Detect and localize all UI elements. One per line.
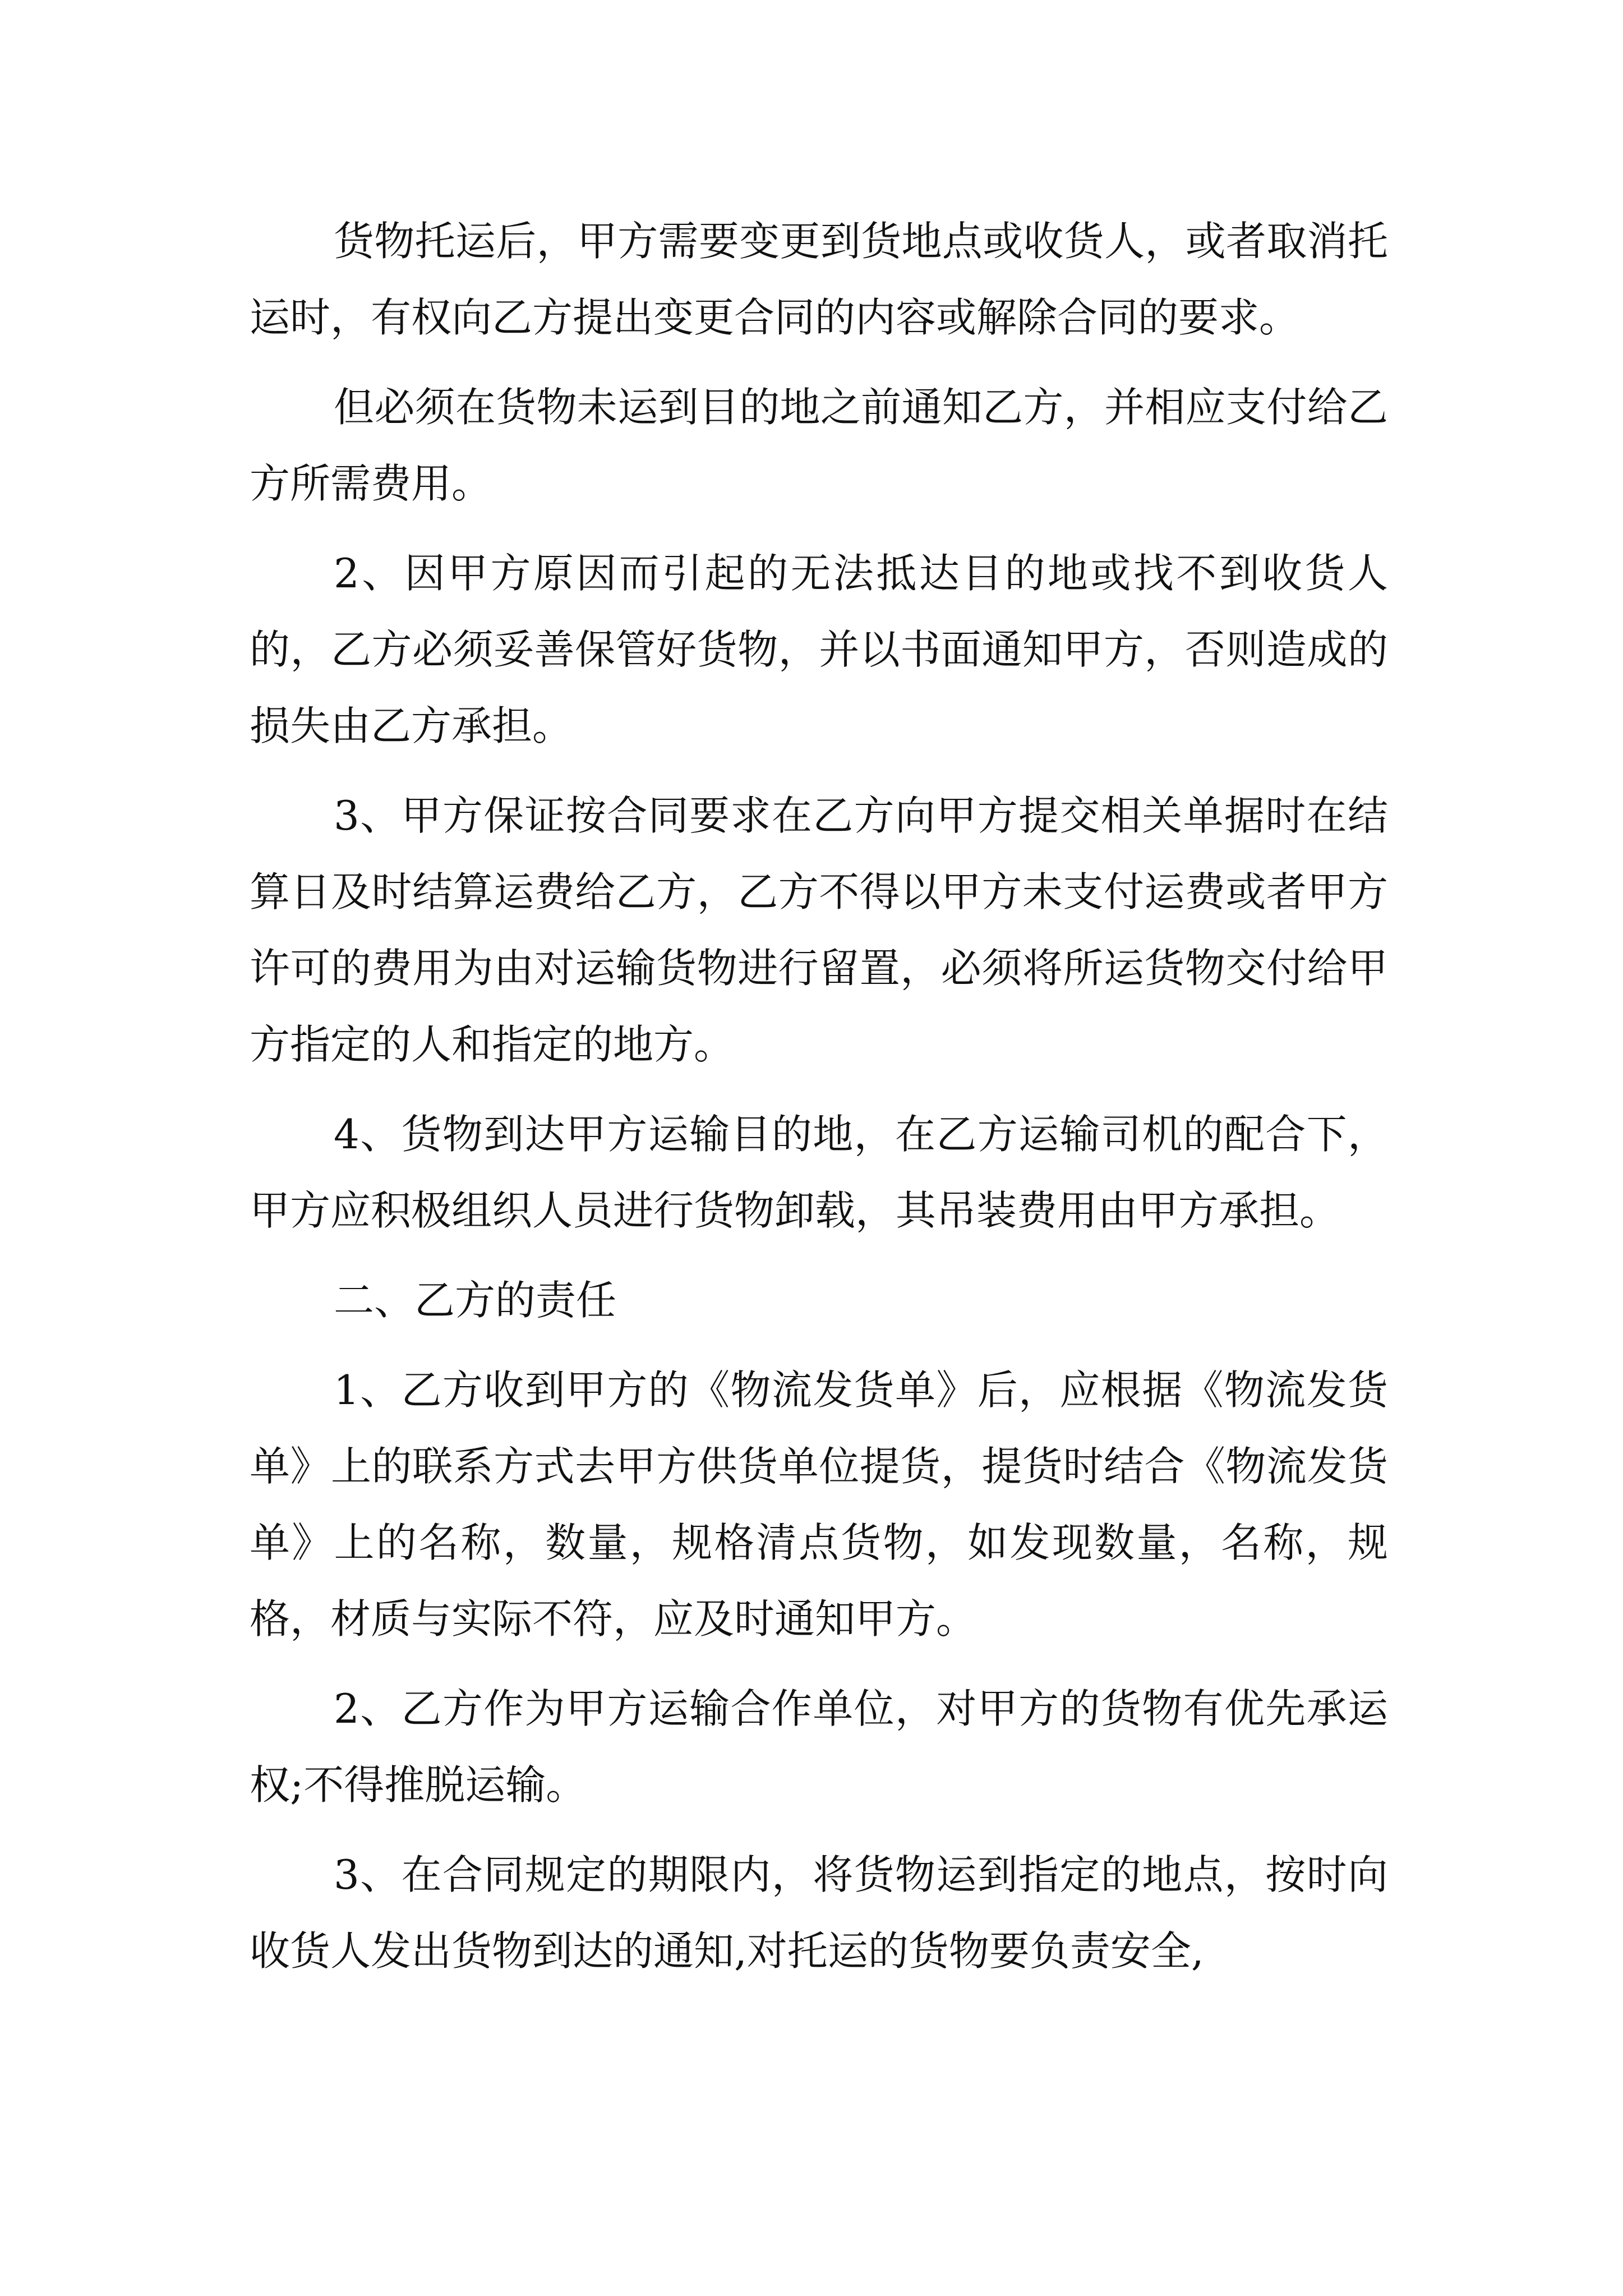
paragraph-clause-2-priority-carriage: 2、乙方作为甲方运输合作单位，对甲方的货物有优先承运权;不得推脱运输。 bbox=[250, 1685, 1388, 1809]
paragraph-clause-4-unloading: 4、货物到达甲方运输目的地，在乙方运输司机的配合下，甲方应积极组织人员进行货物卸载，其吊装费用由甲方承担。 bbox=[250, 1111, 1388, 1234]
paragraph-clause-1-pickup: 1、乙方收到甲方的《物流发货单》后，应根据《物流发货单》上的联系方式去甲方供货单位提货，提货时结合《物流发货单》上的名称，数量，规格清点货物，如发现数量，名称，规格，材质与实际不符，应及时通知甲方。 bbox=[250, 1366, 1388, 1642]
paragraph-notify-before-arrival: 但必须在货物未运到目的地之前通知乙方，并相应支付给乙方所需费用。 bbox=[250, 384, 1388, 507]
paragraph-clause-3-settlement: 3、甲方保证按合同要求在乙方向甲方提交相关单据时在结算日及时结算运费给乙方，乙方不得以甲方未支付运费或者甲方许可的费用为由对运输货物进行留置，必须将所运货物交付给甲方指定的人和指定的地方。 bbox=[250, 792, 1388, 1068]
paragraph-clause-2-undeliverable: 2、因甲方原因而引起的无法抵达目的地或找不到收货人的，乙方必须妥善保管好货物，并以书面通知甲方，否则造成的损失由乙方承担。 bbox=[250, 550, 1388, 749]
paragraph-change-of-consignment: 货物托运后，甲方需要变更到货地点或收货人，或者取消托运时，有权向乙方提出变更合同的内容或解除合同的要求。 bbox=[250, 218, 1388, 341]
document-page bbox=[250, 203, 1388, 2003]
paragraph-clause-3-delivery: 3、在合同规定的期限内，将货物运到指定的地点，按时向收货人发出货物到达的通知,对托运的货物要负责安全, bbox=[250, 1851, 1388, 1975]
section-heading-party-b-responsibilities: 二、乙方的责任 bbox=[334, 1277, 617, 1324]
